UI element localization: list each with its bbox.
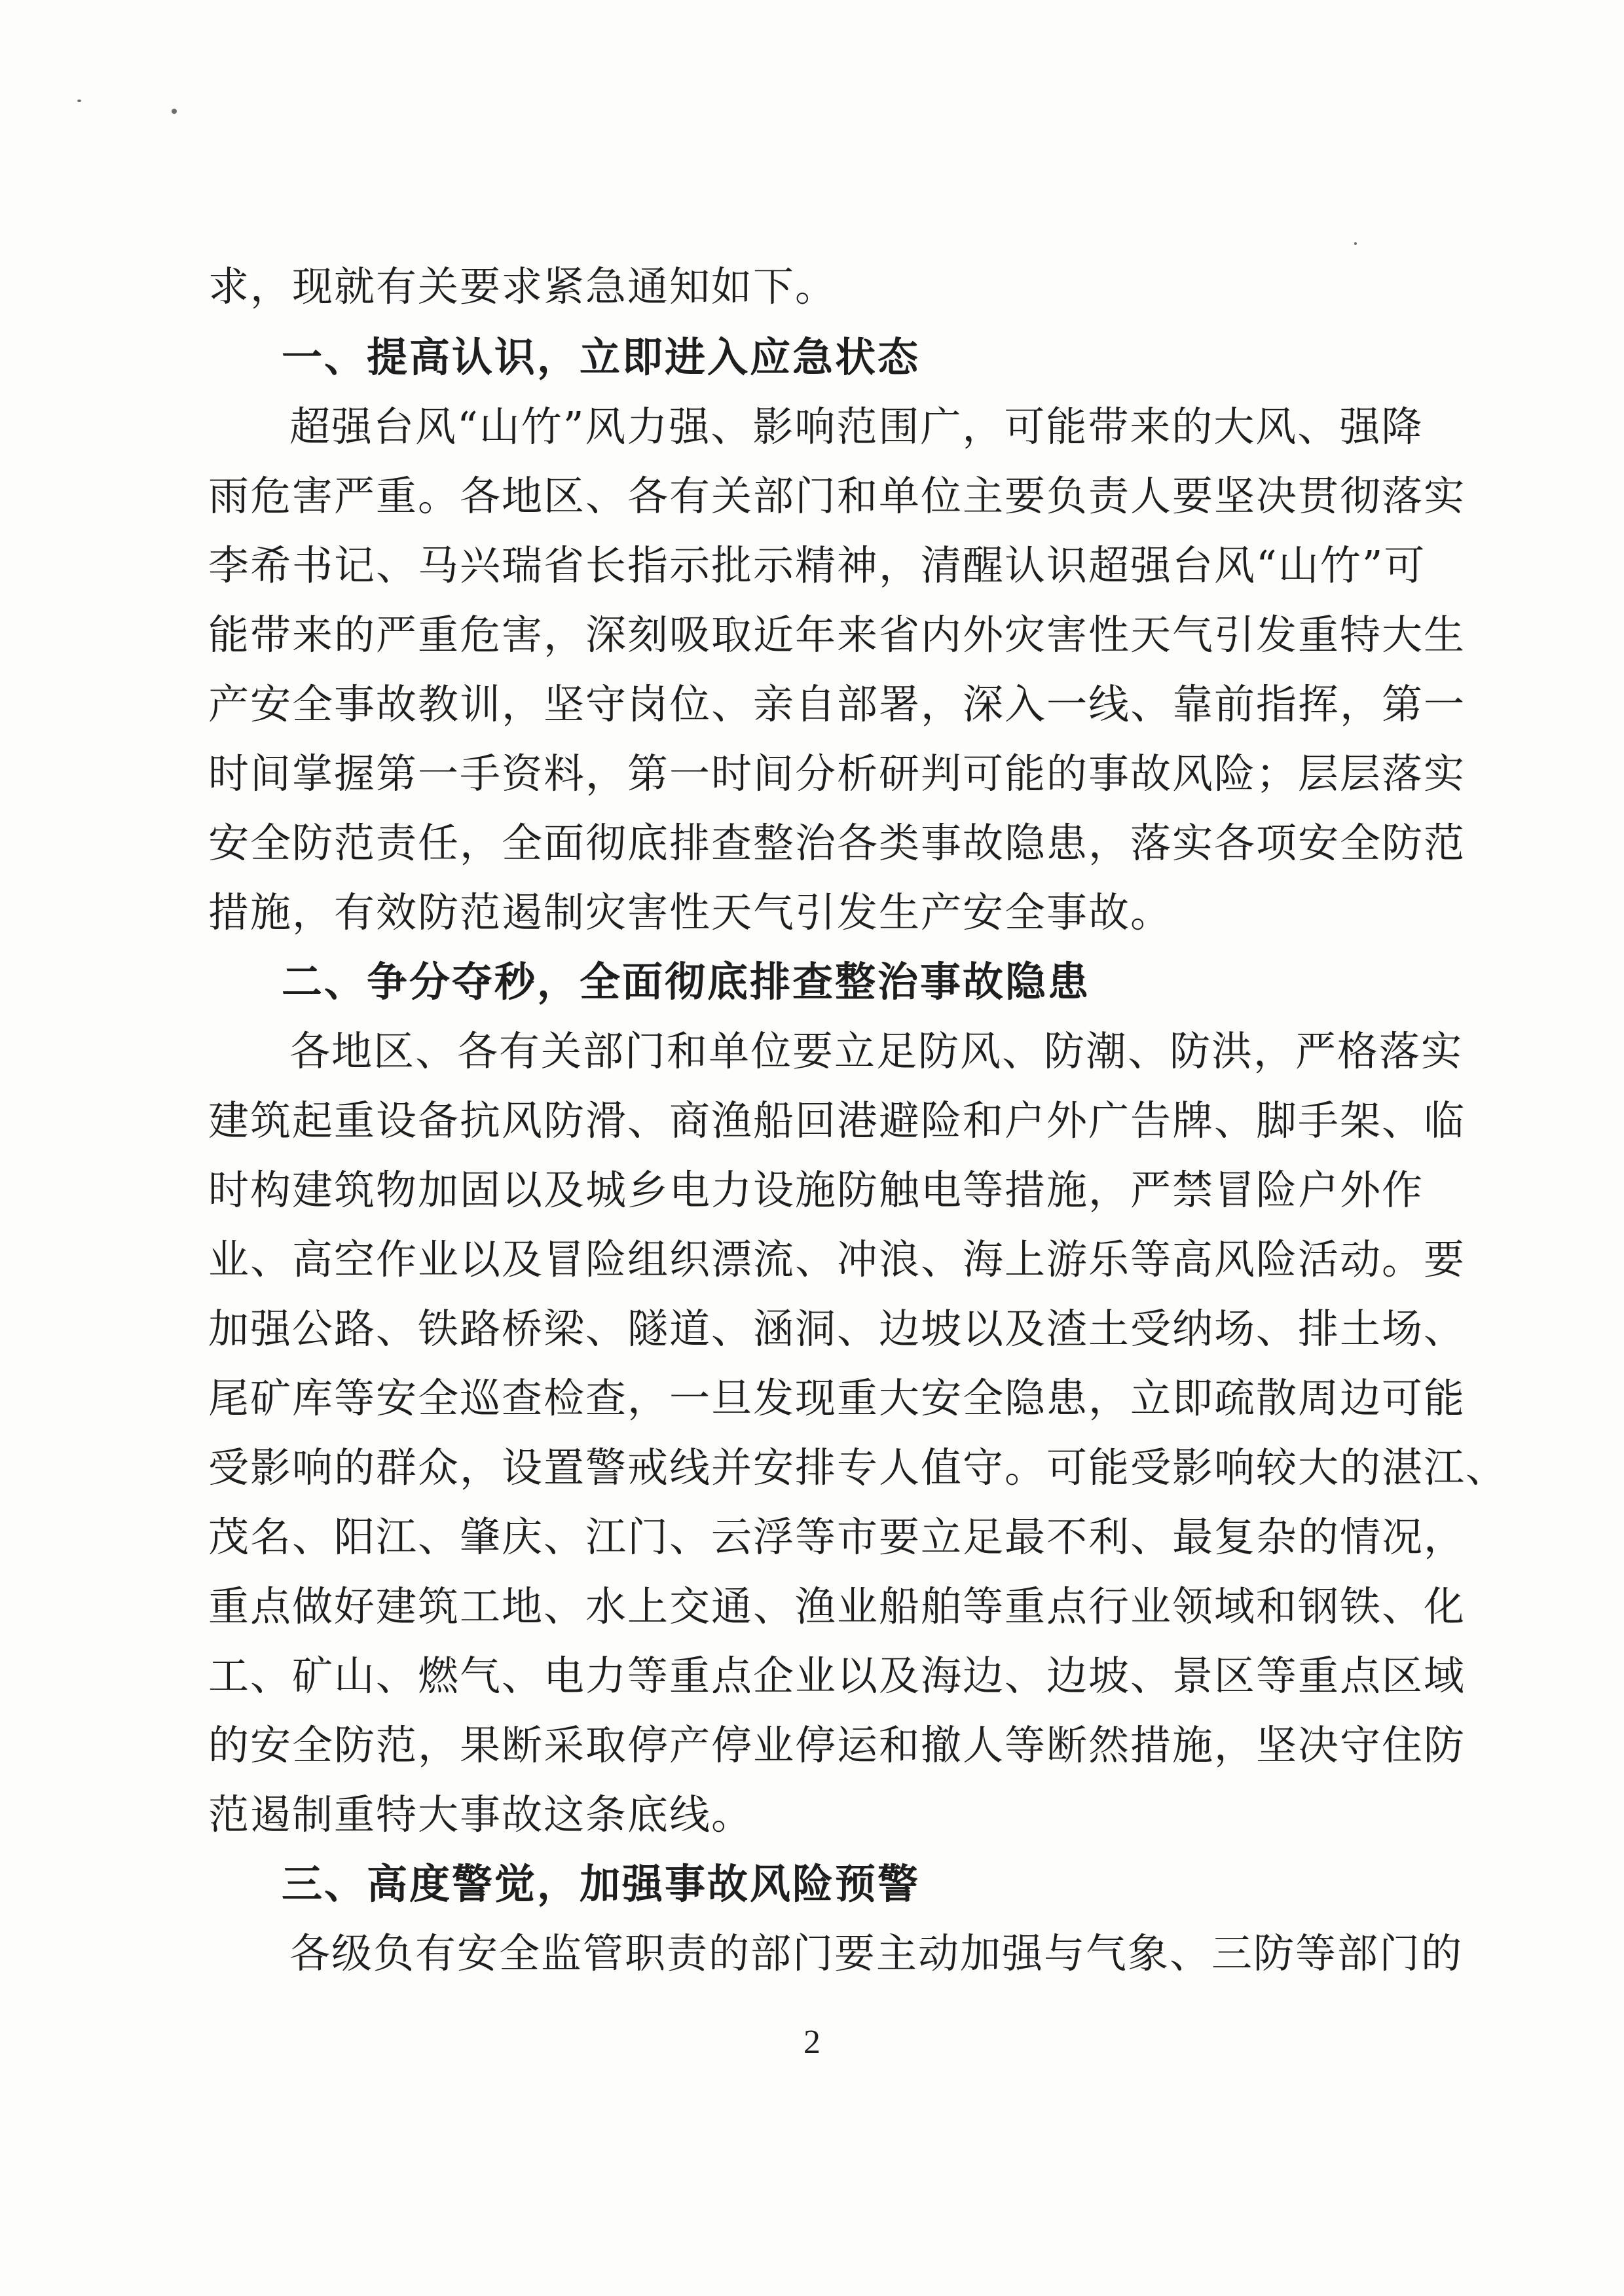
body-text-line: 时构建筑物加固以及城乡电力设施防触电等措施，严禁冒险户外作 [208, 1166, 1424, 1214]
body-text-line: 产安全事故教训，坚守岗位、亲自部署，深入一线、靠前指挥，第一 [208, 680, 1466, 728]
body-text-line: 建筑起重设备抗风防滑、商渔船回港避险和户外广告牌、脚手架、临 [208, 1097, 1466, 1144]
body-text-line: 措施，有效防范遏制灾害性天气引发生产安全事故。 [208, 888, 1173, 936]
section-heading: 三、高度警觉，加强事故风险预警 [282, 1860, 921, 1908]
body-text-line: 工、矿山、燃气、电力等重点企业以及海边、边坡、景区等重点区域 [208, 1652, 1466, 1700]
body-text-line: 李希书记、马兴瑞省长指示批示精神，清醒认识超强台风“山竹”可 [208, 541, 1426, 589]
scan-speck [1354, 242, 1357, 245]
body-text-line: 各级负有安全监管职责的部门要主动加强与气象、三防等部门的 [289, 1929, 1464, 1977]
body-text-line: 茂名、阳江、肇庆、江门、云浮等市要立足最不利、最复杂的情况， [208, 1513, 1466, 1561]
page-number: 2 [803, 2024, 821, 2061]
scan-speck [172, 109, 177, 114]
body-text-line: 安全防范责任，全面彻底排查整治各类事故隐患，落实各项安全防范 [208, 819, 1466, 867]
section-heading: 二、争分夺秒，全面彻底排查整治事故隐患 [282, 958, 1091, 1006]
body-text-line: 求，现就有关要求紧急通知如下。 [208, 263, 838, 310]
body-text-line: 尾矿库等安全巡查检查，一旦发现重大安全隐患，立即疏散周边可能 [208, 1374, 1466, 1422]
body-text-line: 的安全防范，果断采取停产停业停运和撤人等断然措施，坚决守住防 [208, 1721, 1466, 1769]
body-text-line: 受影响的群众，设置警戒线并安排专人值守。可能受影响较大的湛江、 [208, 1444, 1508, 1491]
scan-speck [77, 100, 81, 102]
body-text-line: 能带来的严重危害，深刻吸取近年来省内外灾害性天气引发重特大生 [208, 611, 1466, 659]
section-heading: 一、提高认识，立即进入应急状态 [282, 333, 921, 381]
body-text-line: 超强台风“山竹”风力强、影响范围广，可能带来的大风、强降 [289, 403, 1424, 450]
body-text-line: 加强公路、铁路桥梁、隧道、涵洞、边坡以及渣土受纳场、排土场、 [208, 1305, 1466, 1353]
body-text-line: 各地区、各有关部门和单位要立足防风、防潮、防洪，严格落实 [289, 1027, 1464, 1075]
body-text-line: 范遏制重特大事故这条底线。 [208, 1791, 754, 1838]
body-text-line: 雨危害严重。各地区、各有关部门和单位主要负责人要坚决贯彻落实 [208, 472, 1466, 520]
body-text-line: 重点做好建筑工地、水上交通、渔业船舶等重点行业领域和钢铁、化 [208, 1582, 1466, 1630]
body-text-line: 业、高空作业以及冒险组织漂流、冲浪、海上游乐等高风险活动。要 [208, 1235, 1466, 1283]
body-text-line: 时间掌握第一手资料，第一时间分析研判可能的事故风险；层层落实 [208, 750, 1466, 797]
